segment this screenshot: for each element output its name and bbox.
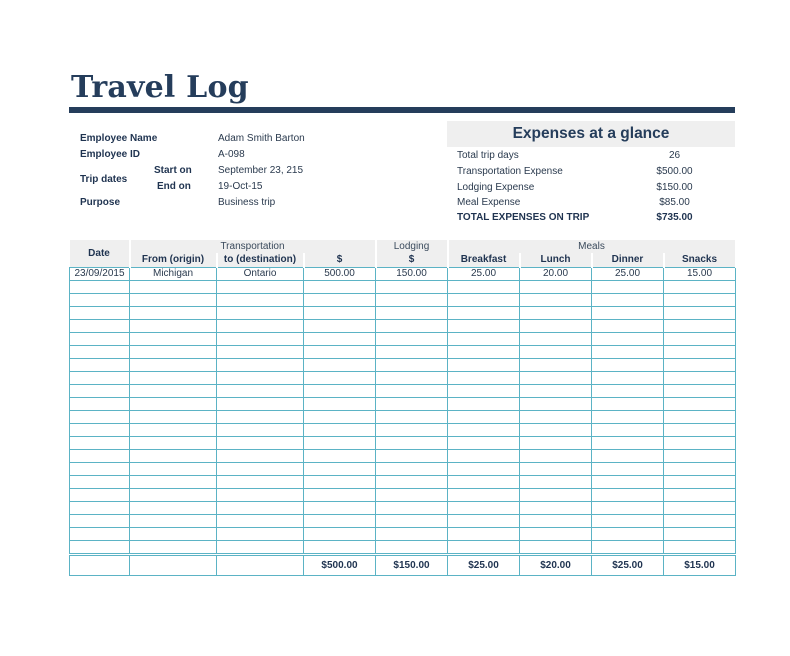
- cell-lodging[interactable]: [376, 333, 448, 346]
- cell-dinner[interactable]: [592, 333, 664, 346]
- cell-lunch[interactable]: [520, 320, 592, 333]
- cell-lunch[interactable]: [520, 476, 592, 489]
- cell-breakfast[interactable]: [448, 346, 520, 359]
- cell-snacks[interactable]: [664, 541, 736, 555]
- cell-snacks[interactable]: [664, 372, 736, 385]
- cell-transport[interactable]: [304, 515, 376, 528]
- cell-date[interactable]: [70, 502, 130, 515]
- table-row: [70, 268, 736, 281]
- glance-row-meals: [457, 197, 735, 208]
- cell-date[interactable]: [70, 528, 130, 541]
- cell-from[interactable]: [130, 424, 217, 437]
- cell-snacks[interactable]: [664, 528, 736, 541]
- cell-from[interactable]: [130, 515, 217, 528]
- cell-dinner[interactable]: [592, 437, 664, 450]
- cell-to[interactable]: [217, 463, 304, 476]
- glance-value: $150.00: [656, 182, 693, 193]
- cell-breakfast[interactable]: [448, 359, 520, 372]
- cell-date[interactable]: [70, 333, 130, 346]
- start-on-label: Start on: [154, 165, 192, 176]
- table-row: [70, 281, 736, 294]
- cell-to[interactable]: [217, 385, 304, 398]
- cell-snacks[interactable]: [664, 411, 736, 424]
- cell-transport[interactable]: [304, 281, 376, 294]
- cell-to[interactable]: [217, 515, 304, 528]
- page-title: Travel Log: [71, 70, 249, 105]
- cell-lodging[interactable]: [376, 346, 448, 359]
- cell-date[interactable]: [70, 320, 130, 333]
- cell-lodging[interactable]: [376, 528, 448, 541]
- header-dinner: Dinner: [592, 253, 664, 268]
- glance-value: 26: [668, 150, 681, 161]
- cell-breakfast[interactable]: [448, 502, 520, 515]
- cell-breakfast[interactable]: [448, 333, 520, 346]
- cell-transport[interactable]: [304, 385, 376, 398]
- cell-from[interactable]: [130, 528, 217, 541]
- cell-breakfast[interactable]: [448, 294, 520, 307]
- cell-lunch[interactable]: [520, 463, 592, 476]
- cell-dinner[interactable]: [592, 385, 664, 398]
- cell-lunch[interactable]: 20.00: [520, 268, 592, 281]
- table-row: [70, 333, 736, 346]
- cell-transport[interactable]: [304, 398, 376, 411]
- table-row: [70, 411, 736, 424]
- cell-snacks[interactable]: 15.00: [664, 268, 736, 281]
- total-to: [217, 555, 304, 576]
- cell-to[interactable]: [217, 528, 304, 541]
- cell-snacks[interactable]: [664, 463, 736, 476]
- cell-dinner[interactable]: [592, 450, 664, 463]
- cell-date[interactable]: [70, 489, 130, 502]
- cell-breakfast[interactable]: [448, 398, 520, 411]
- glance-value: $500.00: [656, 166, 693, 177]
- cell-transport[interactable]: [304, 372, 376, 385]
- cell-breakfast[interactable]: [448, 541, 520, 555]
- table-row: [70, 489, 736, 502]
- end-on-value: 19-Oct-15: [218, 181, 263, 192]
- employee-name-value: Adam Smith Barton: [218, 133, 305, 144]
- glance-value: $85.00: [659, 197, 690, 208]
- cell-lunch[interactable]: [520, 294, 592, 307]
- cell-transport[interactable]: [304, 320, 376, 333]
- table-row: [70, 307, 736, 320]
- header-to: to (destination): [217, 253, 304, 268]
- total-dinner: $25.00: [592, 555, 664, 576]
- total-lunch: $20.00: [520, 555, 592, 576]
- cell-dinner[interactable]: [592, 411, 664, 424]
- cell-lodging[interactable]: [376, 515, 448, 528]
- cell-dinner[interactable]: [592, 502, 664, 515]
- table-row: [70, 450, 736, 463]
- cell-dinner[interactable]: [592, 398, 664, 411]
- cell-lunch[interactable]: [520, 385, 592, 398]
- table-row: [70, 359, 736, 372]
- cell-from[interactable]: [130, 411, 217, 424]
- cell-transport[interactable]: 500.00: [304, 268, 376, 281]
- employee-id-value: A-098: [218, 149, 245, 160]
- employee-id-label: Employee ID: [80, 149, 141, 160]
- title-divider: [69, 107, 735, 113]
- table-row: [70, 372, 736, 385]
- purpose-label: Purpose: [80, 197, 121, 208]
- glance-label: Lodging Expense: [457, 182, 535, 193]
- cell-to[interactable]: [217, 424, 304, 437]
- cell-lodging[interactable]: [376, 359, 448, 372]
- cell-dinner[interactable]: [592, 307, 664, 320]
- cell-lunch[interactable]: [520, 515, 592, 528]
- cell-snacks[interactable]: [664, 346, 736, 359]
- total-snacks: $15.00: [664, 555, 736, 576]
- cell-from[interactable]: [130, 476, 217, 489]
- cell-to[interactable]: [217, 307, 304, 320]
- cell-transport[interactable]: [304, 294, 376, 307]
- cell-lunch[interactable]: [520, 281, 592, 294]
- cell-from[interactable]: [130, 541, 217, 555]
- cell-breakfast[interactable]: [448, 411, 520, 424]
- cell-lodging[interactable]: [376, 372, 448, 385]
- cell-lunch[interactable]: [520, 372, 592, 385]
- travel-log-table: [69, 240, 737, 576]
- cell-to[interactable]: [217, 411, 304, 424]
- header-snacks: Snacks: [664, 253, 736, 268]
- totals-row: [70, 555, 736, 576]
- cell-transport[interactable]: [304, 528, 376, 541]
- cell-dinner[interactable]: [592, 320, 664, 333]
- cell-to[interactable]: [217, 333, 304, 346]
- cell-lunch[interactable]: [520, 541, 592, 555]
- cell-dinner[interactable]: [592, 346, 664, 359]
- cell-lunch[interactable]: [520, 307, 592, 320]
- table-row: [70, 502, 736, 515]
- cell-from[interactable]: [130, 489, 217, 502]
- cell-breakfast[interactable]: [448, 528, 520, 541]
- cell-lunch[interactable]: [520, 398, 592, 411]
- purpose-value: Business trip: [218, 197, 276, 208]
- cell-lunch[interactable]: [520, 424, 592, 437]
- header-transportation: Transportation: [130, 240, 376, 253]
- cell-lunch[interactable]: [520, 411, 592, 424]
- cell-transport[interactable]: [304, 476, 376, 489]
- employee-name-label: Employee Name: [80, 133, 158, 144]
- cell-lodging[interactable]: [376, 320, 448, 333]
- cell-breakfast[interactable]: [448, 307, 520, 320]
- cell-snacks[interactable]: [664, 385, 736, 398]
- cell-dinner[interactable]: [592, 515, 664, 528]
- cell-lodging[interactable]: [376, 541, 448, 555]
- table-row: [70, 528, 736, 541]
- cell-to[interactable]: [217, 437, 304, 450]
- cell-breakfast[interactable]: [448, 489, 520, 502]
- glance-heading: Expenses at a glance: [447, 121, 735, 147]
- end-on-label: End on: [157, 181, 191, 192]
- cell-dinner[interactable]: [592, 294, 664, 307]
- table-row: [70, 515, 736, 528]
- cell-to[interactable]: [217, 281, 304, 294]
- total-transport: $500.00: [304, 555, 376, 576]
- cell-dinner[interactable]: [592, 476, 664, 489]
- cell-from[interactable]: [130, 385, 217, 398]
- glance-row-total: [457, 212, 735, 223]
- cell-dinner[interactable]: [592, 281, 664, 294]
- cell-date[interactable]: [70, 463, 130, 476]
- glance-label: Total trip days: [457, 150, 519, 161]
- cell-breakfast[interactable]: [448, 320, 520, 333]
- cell-from[interactable]: [130, 320, 217, 333]
- cell-dinner[interactable]: [592, 424, 664, 437]
- table-row: [70, 541, 736, 555]
- cell-from[interactable]: [130, 398, 217, 411]
- cell-from[interactable]: [130, 450, 217, 463]
- cell-snacks[interactable]: [664, 515, 736, 528]
- glance-row-trip-days: [457, 150, 735, 161]
- cell-dinner[interactable]: 25.00: [592, 268, 664, 281]
- glance-value: $735.00: [656, 212, 693, 223]
- cell-to[interactable]: [217, 346, 304, 359]
- cell-lunch[interactable]: [520, 528, 592, 541]
- cell-from[interactable]: [130, 502, 217, 515]
- cell-to[interactable]: [217, 320, 304, 333]
- cell-breakfast[interactable]: [448, 385, 520, 398]
- cell-date[interactable]: [70, 307, 130, 320]
- cell-date[interactable]: [70, 476, 130, 489]
- cell-date[interactable]: [70, 398, 130, 411]
- cell-date[interactable]: [70, 359, 130, 372]
- cell-lodging[interactable]: [376, 502, 448, 515]
- glance-row-transportation: [457, 166, 735, 177]
- table-row: [70, 320, 736, 333]
- cell-dinner[interactable]: [592, 359, 664, 372]
- header-breakfast: Breakfast: [448, 253, 520, 268]
- cell-to[interactable]: [217, 398, 304, 411]
- cell-lunch[interactable]: [520, 502, 592, 515]
- cell-snacks[interactable]: [664, 307, 736, 320]
- table-row: [70, 476, 736, 489]
- cell-date[interactable]: [70, 346, 130, 359]
- cell-snacks[interactable]: [664, 437, 736, 450]
- cell-lunch[interactable]: [520, 333, 592, 346]
- cell-date[interactable]: [70, 281, 130, 294]
- trip-dates-label: Trip dates: [80, 174, 128, 185]
- table-row: [70, 437, 736, 450]
- cell-breakfast[interactable]: [448, 372, 520, 385]
- cell-snacks[interactable]: [664, 320, 736, 333]
- table-row: [70, 294, 736, 307]
- cell-lodging[interactable]: [376, 398, 448, 411]
- cell-transport[interactable]: [304, 307, 376, 320]
- cell-date[interactable]: [70, 450, 130, 463]
- cell-dinner[interactable]: [592, 372, 664, 385]
- header-lunch: Lunch: [520, 253, 592, 268]
- cell-date[interactable]: [70, 411, 130, 424]
- cell-date[interactable]: [70, 294, 130, 307]
- cell-breakfast[interactable]: 25.00: [448, 268, 520, 281]
- cell-transport[interactable]: [304, 346, 376, 359]
- cell-lunch[interactable]: [520, 346, 592, 359]
- total-from: [130, 555, 217, 576]
- cell-from[interactable]: [130, 333, 217, 346]
- cell-transport[interactable]: [304, 463, 376, 476]
- header-transport-amount: $: [304, 253, 376, 268]
- cell-transport[interactable]: [304, 502, 376, 515]
- cell-lunch[interactable]: [520, 489, 592, 502]
- cell-lodging[interactable]: [376, 476, 448, 489]
- cell-to[interactable]: [217, 359, 304, 372]
- cell-transport[interactable]: [304, 424, 376, 437]
- header-meals: Meals: [448, 240, 736, 253]
- cell-snacks[interactable]: [664, 294, 736, 307]
- table-row: [70, 385, 736, 398]
- cell-from[interactable]: [130, 307, 217, 320]
- cell-date[interactable]: [70, 372, 130, 385]
- cell-lodging[interactable]: 150.00: [376, 268, 448, 281]
- glance-label: Transportation Expense: [457, 166, 563, 177]
- cell-from[interactable]: [130, 372, 217, 385]
- cell-lunch[interactable]: [520, 450, 592, 463]
- cell-lodging[interactable]: [376, 450, 448, 463]
- cell-from[interactable]: [130, 294, 217, 307]
- cell-to[interactable]: [217, 294, 304, 307]
- cell-from[interactable]: [130, 359, 217, 372]
- header-from: From (origin): [130, 253, 217, 268]
- cell-lodging[interactable]: [376, 307, 448, 320]
- glance-label: Meal Expense: [457, 197, 521, 208]
- table-row: [70, 398, 736, 411]
- cell-from[interactable]: [130, 463, 217, 476]
- cell-to[interactable]: Ontario: [217, 268, 304, 281]
- cell-lodging[interactable]: [376, 281, 448, 294]
- start-on-value: September 23, 215: [218, 165, 304, 176]
- cell-lodging[interactable]: [376, 463, 448, 476]
- cell-snacks[interactable]: [664, 333, 736, 346]
- cell-breakfast[interactable]: [448, 515, 520, 528]
- header-date: Date: [70, 240, 130, 268]
- cell-date[interactable]: [70, 541, 130, 555]
- cell-dinner[interactable]: [592, 541, 664, 555]
- cell-transport[interactable]: [304, 437, 376, 450]
- cell-dinner[interactable]: [592, 463, 664, 476]
- cell-transport[interactable]: [304, 541, 376, 555]
- cell-date[interactable]: [70, 437, 130, 450]
- cell-from[interactable]: [130, 281, 217, 294]
- cell-transport[interactable]: [304, 450, 376, 463]
- cell-breakfast[interactable]: [448, 424, 520, 437]
- cell-lodging[interactable]: [376, 385, 448, 398]
- cell-lodging[interactable]: [376, 294, 448, 307]
- cell-breakfast[interactable]: [448, 437, 520, 450]
- table-row: [70, 424, 736, 437]
- cell-snacks[interactable]: [664, 398, 736, 411]
- table-row: [70, 463, 736, 476]
- cell-lodging[interactable]: [376, 411, 448, 424]
- cell-to[interactable]: [217, 541, 304, 555]
- cell-snacks[interactable]: [664, 450, 736, 463]
- cell-snacks[interactable]: [664, 502, 736, 515]
- cell-to[interactable]: [217, 502, 304, 515]
- cell-date[interactable]: [70, 515, 130, 528]
- cell-snacks[interactable]: [664, 424, 736, 437]
- cell-date[interactable]: [70, 385, 130, 398]
- cell-breakfast[interactable]: [448, 463, 520, 476]
- cell-date[interactable]: 23/09/2015: [70, 268, 130, 281]
- total-date: [70, 555, 130, 576]
- cell-to[interactable]: [217, 450, 304, 463]
- cell-transport[interactable]: [304, 489, 376, 502]
- cell-lodging[interactable]: [376, 437, 448, 450]
- cell-to[interactable]: [217, 489, 304, 502]
- cell-from[interactable]: [130, 346, 217, 359]
- cell-snacks[interactable]: [664, 281, 736, 294]
- cell-breakfast[interactable]: [448, 450, 520, 463]
- total-breakfast: $25.00: [448, 555, 520, 576]
- cell-from[interactable]: [130, 437, 217, 450]
- header-lodging-amount: $: [376, 253, 448, 268]
- cell-snacks[interactable]: [664, 476, 736, 489]
- header-lodging: Lodging: [376, 240, 448, 253]
- cell-breakfast[interactable]: [448, 281, 520, 294]
- cell-to[interactable]: [217, 372, 304, 385]
- total-lodging: $150.00: [376, 555, 448, 576]
- cell-lunch[interactable]: [520, 437, 592, 450]
- cell-transport[interactable]: [304, 359, 376, 372]
- cell-snacks[interactable]: [664, 359, 736, 372]
- cell-to[interactable]: [217, 476, 304, 489]
- cell-dinner[interactable]: [592, 528, 664, 541]
- table-row: [70, 346, 736, 359]
- cell-date[interactable]: [70, 424, 130, 437]
- cell-lodging[interactable]: [376, 424, 448, 437]
- cell-dinner[interactable]: [592, 489, 664, 502]
- cell-transport[interactable]: [304, 411, 376, 424]
- cell-breakfast[interactable]: [448, 476, 520, 489]
- glance-row-lodging: [457, 182, 735, 193]
- cell-transport[interactable]: [304, 333, 376, 346]
- cell-snacks[interactable]: [664, 489, 736, 502]
- glance-label: TOTAL EXPENSES ON TRIP: [457, 212, 590, 223]
- cell-from[interactable]: Michigan: [130, 268, 217, 281]
- expenses-at-a-glance: [447, 121, 735, 223]
- cell-lunch[interactable]: [520, 359, 592, 372]
- cell-lodging[interactable]: [376, 489, 448, 502]
